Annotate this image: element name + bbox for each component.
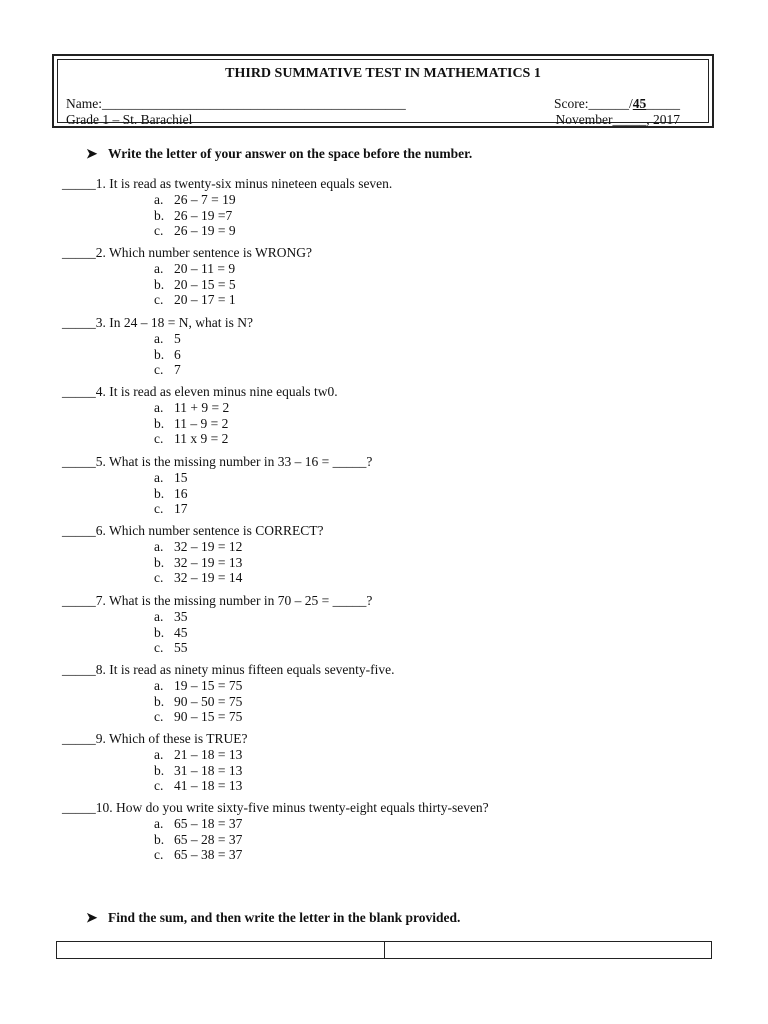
answer-option [154, 416, 702, 432]
answer-option [154, 208, 702, 224]
option-text: 26 – 19 = 9 [174, 223, 236, 238]
question-item [62, 731, 702, 794]
answer-option [154, 847, 702, 863]
option-letter: b. [154, 554, 165, 570]
option-text: 32 – 19 = 12 [174, 539, 243, 554]
answer-option [154, 223, 702, 239]
answer-option [154, 362, 702, 378]
question-text: _____3. In 24 – 18 = N, what is N? [62, 315, 253, 330]
option-text: 15 [174, 470, 188, 485]
question-item [62, 176, 702, 239]
option-letter: b. [154, 762, 165, 778]
score-field[interactable] [554, 96, 680, 112]
option-letter: a. [154, 192, 164, 207]
instruction-text: Write the letter of your answer on the space before the number. [108, 146, 473, 161]
question-text: _____10. How do you write sixty-five minus twenty-eight equals thirty-seven? [62, 800, 489, 815]
answer-option [154, 747, 702, 763]
option-text: 32 – 19 = 14 [174, 570, 243, 585]
option-letter: a. [154, 678, 164, 693]
option-text: 20 – 17 = 1 [174, 292, 236, 307]
answer-option [154, 678, 702, 694]
option-letter: b. [154, 624, 165, 640]
name-score-row [66, 96, 680, 112]
option-text: 20 – 15 = 5 [174, 276, 236, 292]
answer-option [154, 501, 702, 517]
option-text: 7 [174, 362, 181, 377]
option-letter: b. [154, 485, 165, 501]
option-text: 19 – 15 = 75 [174, 678, 243, 693]
answer-option [154, 778, 702, 794]
option-text: 5 [174, 331, 181, 346]
option-letter: b. [154, 831, 165, 847]
option-text: 11 x 9 = 2 [174, 431, 229, 446]
answer-option [154, 261, 702, 277]
answer-option [154, 570, 702, 586]
answer-option [154, 486, 702, 502]
question-text: _____2. Which number sentence is WRONG? [62, 245, 312, 260]
option-text: 90 – 50 = 75 [174, 693, 243, 709]
answer-option [154, 763, 702, 779]
option-text: 65 – 38 = 37 [174, 847, 243, 862]
option-text: 21 – 18 = 13 [174, 747, 243, 762]
option-text: 17 [174, 501, 188, 516]
option-text: 90 – 15 = 75 [174, 709, 243, 724]
question-item [62, 315, 702, 378]
option-letter: c. [154, 362, 164, 377]
answer-table-cell[interactable] [57, 942, 384, 958]
answer-option [154, 816, 702, 832]
date-field[interactable]: November_____, 2017 [555, 112, 680, 127]
answer-table-cell[interactable] [384, 942, 712, 958]
header-inner-border [57, 59, 709, 127]
option-text: 55 [174, 640, 188, 655]
question-item [62, 800, 702, 863]
question-item [62, 384, 702, 447]
answer-option [154, 192, 702, 208]
question-text: _____5. What is the missing number in 33 – 16 = _____? [62, 454, 373, 469]
question-text: _____9. Which of these is TRUE? [62, 731, 248, 746]
option-letter: b. [154, 693, 165, 709]
option-letter: a. [154, 816, 164, 831]
option-letter: a. [154, 470, 164, 485]
option-text: 16 [174, 485, 188, 501]
option-text: 65 – 18 = 37 [174, 816, 243, 831]
option-letter: c. [154, 292, 164, 307]
option-letter: c. [154, 640, 164, 655]
option-text: 26 – 19 =7 [174, 207, 233, 223]
answer-option [154, 694, 702, 710]
instruction-2 [86, 910, 460, 926]
instruction-text: Find the sum, and then write the letter in the blank provided. [108, 910, 461, 925]
answer-option [154, 609, 702, 625]
answer-option [154, 347, 702, 363]
option-text: 11 + 9 = 2 [174, 400, 230, 415]
grade-section: Grade 1 – St. Barachiel [66, 112, 193, 127]
answer-option [154, 277, 702, 293]
option-letter: a. [154, 261, 164, 276]
answer-option [154, 431, 702, 447]
option-text: 32 – 19 = 13 [174, 554, 243, 570]
answer-option [154, 292, 702, 308]
grade-date-row [66, 112, 680, 128]
answer-table [56, 941, 712, 959]
instruction-1 [86, 146, 472, 162]
option-text: 20 – 11 = 9 [174, 261, 236, 276]
arrow-bullet-icon: ➤ [86, 910, 98, 925]
option-letter: c. [154, 709, 164, 724]
option-text: 6 [174, 346, 181, 362]
question-item [62, 662, 702, 725]
name-field[interactable]: Name:_____________________________________________ [66, 96, 406, 111]
option-text: 45 [174, 624, 188, 640]
answer-option [154, 400, 702, 416]
answer-option [154, 640, 702, 656]
answer-option [154, 470, 702, 486]
question-text: _____6. Which number sentence is CORRECT? [62, 523, 324, 538]
option-text: 41 – 18 = 13 [174, 778, 243, 793]
score-total: 45 [632, 96, 647, 111]
score-prefix: Score:______/ [554, 96, 633, 111]
score-suffix: _____ [646, 96, 680, 111]
question-text: _____8. It is read as ninety minus fifteen equals seventy-five. [62, 662, 395, 677]
answer-option [154, 625, 702, 641]
answer-option [154, 555, 702, 571]
option-letter: a. [154, 609, 164, 624]
header-box [52, 54, 714, 128]
arrow-bullet-icon: ➤ [86, 146, 98, 161]
option-letter: b. [154, 415, 165, 431]
option-letter: a. [154, 747, 164, 762]
question-text: _____1. It is read as twenty-six minus nineteen equals seven. [62, 176, 393, 191]
answer-option [154, 832, 702, 848]
option-letter: b. [154, 276, 165, 292]
question-item [62, 454, 702, 517]
question-text: _____4. It is read as eleven minus nine equals tw0. [62, 384, 338, 399]
page-title: THIRD SUMMATIVE TEST IN MATHEMATICS 1 [225, 66, 541, 81]
option-letter: c. [154, 570, 164, 585]
option-letter: c. [154, 778, 164, 793]
question-item [62, 523, 702, 586]
question-item [62, 245, 702, 308]
option-letter: a. [154, 331, 164, 346]
option-letter: c. [154, 501, 164, 516]
option-letter: b. [154, 346, 165, 362]
question-text: _____7. What is the missing number in 70 – 25 = _____? [62, 593, 373, 608]
option-text: 35 [174, 609, 188, 624]
option-text: 31 – 18 = 13 [174, 762, 243, 778]
option-letter: c. [154, 431, 164, 446]
option-letter: c. [154, 223, 164, 238]
answer-option [154, 539, 702, 555]
answer-option [154, 709, 702, 725]
question-item [62, 593, 702, 656]
option-text: 11 – 9 = 2 [174, 415, 229, 431]
option-text: 26 – 7 = 19 [174, 192, 236, 207]
option-letter: a. [154, 539, 164, 554]
option-text: 65 – 28 = 37 [174, 831, 243, 847]
option-letter: b. [154, 207, 165, 223]
option-letter: c. [154, 847, 164, 862]
answer-option [154, 331, 702, 347]
option-letter: a. [154, 400, 164, 415]
